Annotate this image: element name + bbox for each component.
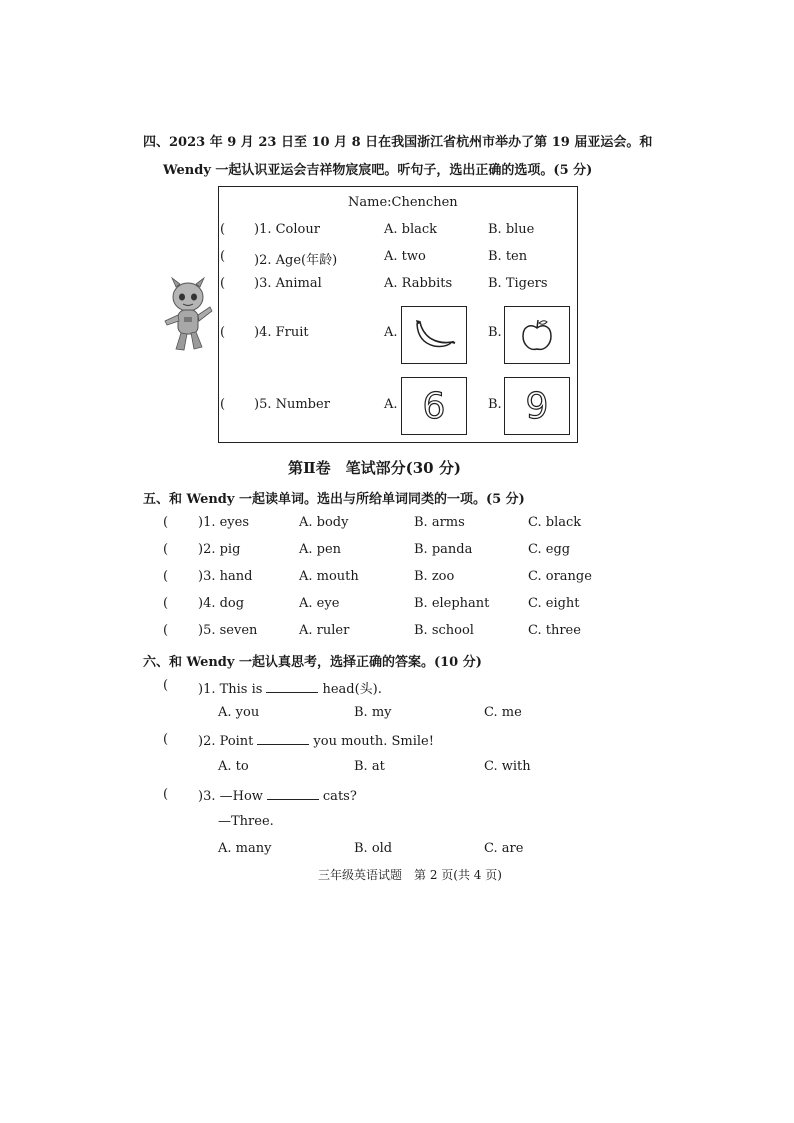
answer-paren: ( bbox=[220, 222, 226, 237]
s4-q4-option-b[interactable]: B. bbox=[488, 325, 502, 340]
banana-icon bbox=[412, 318, 456, 352]
part2-title: 第Ⅱ卷 笔试部分(30 分) bbox=[288, 459, 461, 477]
section4-heading-line1: 四、2023 年 9 月 23 日至 10 月 8 日在我国浙江省杭州市举办了第 19 届亚运会。和 bbox=[143, 135, 653, 150]
answer-paren: ( bbox=[163, 732, 169, 747]
answer-paren: ( bbox=[163, 596, 169, 611]
fill-blank[interactable] bbox=[267, 787, 319, 800]
digit-six: 6 bbox=[422, 385, 446, 427]
page-footer: 三年级英语试题 第 2 页(共 4 页) bbox=[318, 868, 502, 882]
answer-paren: ( bbox=[220, 325, 226, 340]
s6-q1-option-b[interactable]: B. my bbox=[354, 705, 392, 720]
answer-paren: ( bbox=[220, 249, 226, 264]
banana-option-box[interactable] bbox=[401, 306, 467, 364]
s6-q3-answer-line: —Three. bbox=[218, 814, 274, 829]
s4-q3-option-b[interactable]: B. Tigers bbox=[488, 276, 548, 291]
mascot-chenchen-icon bbox=[160, 275, 216, 355]
apple-icon bbox=[520, 317, 554, 353]
answer-paren: ( bbox=[220, 276, 226, 291]
s6-q2-option-c[interactable]: C. with bbox=[484, 759, 531, 774]
s5-q4-option-a[interactable]: A. eye bbox=[299, 596, 340, 611]
s4-q5-option-a[interactable]: A. bbox=[384, 397, 398, 412]
s4-q1-label: )1. Colour bbox=[254, 222, 320, 237]
answer-paren: ( bbox=[163, 678, 169, 693]
s5-q3-option-c[interactable]: C. orange bbox=[528, 569, 592, 584]
s5-q2-option-b[interactable]: B. panda bbox=[414, 542, 473, 557]
answer-paren: ( bbox=[163, 515, 169, 530]
s6-q1-pre: )1. This is bbox=[198, 682, 263, 697]
s4-q4-label: )4. Fruit bbox=[254, 325, 309, 340]
section5-heading: 五、和 Wendy 一起读单词。选出与所给单词同类的一项。(5 分) bbox=[143, 492, 525, 507]
s4-q1-option-a[interactable]: A. black bbox=[384, 222, 438, 237]
s5-q4-option-b[interactable]: B. elephant bbox=[414, 596, 490, 611]
apple-option-box[interactable] bbox=[504, 306, 570, 364]
s4-q5-option-b[interactable]: B. bbox=[488, 397, 502, 412]
s4-q3-label: )3. Animal bbox=[254, 276, 322, 291]
answer-paren: ( bbox=[163, 787, 169, 802]
s4-q2-option-a[interactable]: A. two bbox=[384, 249, 426, 264]
s5-q2-option-a[interactable]: A. pen bbox=[299, 542, 342, 557]
s4-q5-label: )5. Number bbox=[254, 397, 330, 412]
digit-nine: 9 bbox=[525, 385, 549, 427]
s6-q2-option-b[interactable]: B. at bbox=[354, 759, 385, 774]
s4-q1-option-b[interactable]: B. blue bbox=[488, 222, 535, 237]
s6-q3-sentence bbox=[198, 787, 357, 804]
s5-q4-option-c[interactable]: C. eight bbox=[528, 596, 580, 611]
s6-q1-option-c[interactable]: C. me bbox=[484, 705, 522, 720]
s6-q1-post: head(头). bbox=[322, 682, 382, 697]
s6-q3-option-c[interactable]: C. are bbox=[484, 841, 524, 856]
answer-paren: ( bbox=[220, 397, 226, 412]
number-nine-option-box[interactable] bbox=[504, 377, 570, 435]
s6-q3-post: cats? bbox=[322, 789, 357, 804]
s5-q1-option-c[interactable]: C. black bbox=[528, 515, 582, 530]
s5-q5-word: )5. seven bbox=[198, 623, 258, 638]
s5-q1-option-b[interactable]: B. arms bbox=[414, 515, 465, 530]
section6-heading: 六、和 Wendy 一起认真思考，选择正确的答案。(10 分) bbox=[143, 655, 482, 670]
s5-q2-option-c[interactable]: C. egg bbox=[528, 542, 571, 557]
number-six-option-box[interactable] bbox=[401, 377, 467, 435]
s6-q2-post: you mouth. Smile! bbox=[313, 734, 434, 749]
s4-q2-label: )2. Age(年龄) bbox=[254, 253, 338, 268]
s5-q5-option-b[interactable]: B. school bbox=[414, 623, 474, 638]
answer-paren: ( bbox=[163, 623, 169, 638]
s4-q4-option-a[interactable]: A. bbox=[384, 325, 398, 340]
s5-q1-word: )1. eyes bbox=[198, 515, 250, 530]
answer-paren: ( bbox=[163, 569, 169, 584]
s6-q2-option-a[interactable]: A. to bbox=[218, 759, 249, 774]
s6-q1-option-a[interactable]: A. you bbox=[218, 705, 260, 720]
s4-q3-option-a[interactable]: A. Rabbits bbox=[384, 276, 453, 291]
s6-q3-pre: )3. —How bbox=[198, 789, 263, 804]
fill-blank[interactable] bbox=[257, 732, 309, 745]
section4-heading-line2: Wendy 一起认识亚运会吉祥物宸宸吧。听句子，选出正确的选项。(5 分) bbox=[163, 163, 593, 178]
s6-q3-option-b[interactable]: B. old bbox=[354, 841, 393, 856]
s5-q5-option-c[interactable]: C. three bbox=[528, 623, 581, 638]
s6-q3-option-a[interactable]: A. many bbox=[218, 841, 272, 856]
s5-q3-option-b[interactable]: B. zoo bbox=[414, 569, 455, 584]
card-title: Name:Chenchen bbox=[348, 195, 458, 210]
s5-q5-option-a[interactable]: A. ruler bbox=[299, 623, 350, 638]
s6-q2-sentence bbox=[198, 732, 434, 749]
s5-q2-word: )2. pig bbox=[198, 542, 241, 557]
s6-q1-sentence bbox=[198, 678, 382, 697]
s6-q2-pre: )2. Point bbox=[198, 734, 254, 749]
s5-q1-option-a[interactable]: A. body bbox=[299, 515, 349, 530]
fill-blank[interactable] bbox=[266, 680, 318, 693]
s5-q4-word: )4. dog bbox=[198, 596, 245, 611]
s4-q2-option-b[interactable]: B. ten bbox=[488, 249, 528, 264]
s5-q3-option-a[interactable]: A. mouth bbox=[299, 569, 359, 584]
s5-q3-word: )3. hand bbox=[198, 569, 253, 584]
answer-paren: ( bbox=[163, 542, 169, 557]
